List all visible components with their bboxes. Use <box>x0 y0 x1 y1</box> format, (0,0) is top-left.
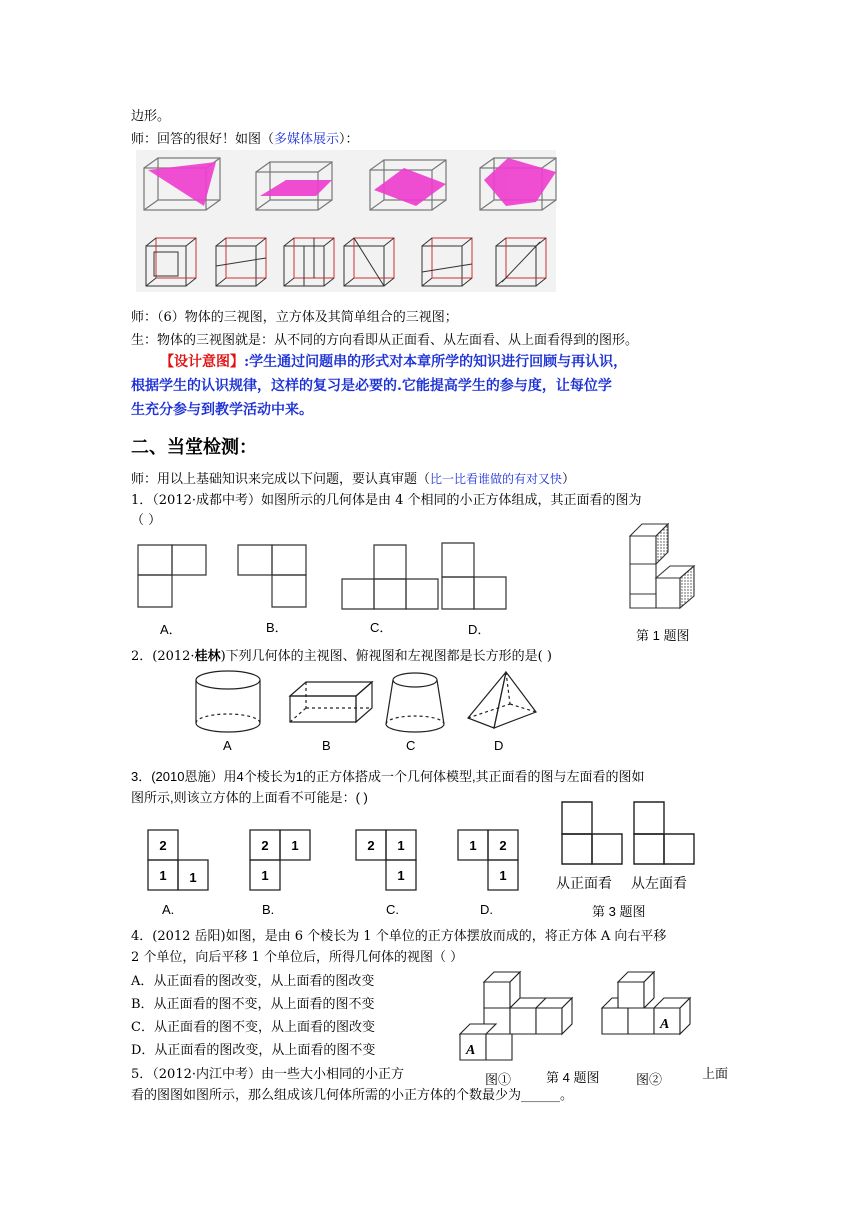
question-4-text: 4．(2012 岳阳)如图，是由 6 个棱长为 1 个单位的正方体摆放而成的，将正方体 A 向右平移 <box>131 929 667 944</box>
text-part: ）： <box>339 132 359 147</box>
multimedia-link-text: 多媒体展示 <box>274 132 340 147</box>
grid-number: 2 <box>159 838 167 853</box>
option-label: B <box>322 738 331 753</box>
design-intent-line <box>160 353 627 372</box>
question-3-text: 图所示,则该立方体的上面看不可能是：( ) <box>131 790 368 805</box>
figure-label: 图① <box>485 1072 512 1087</box>
grid-number: 1 <box>499 868 507 883</box>
grid-number: 1 <box>291 838 299 853</box>
text-part: 师：回答的很好！如图（ <box>131 132 275 147</box>
option-label: A． <box>160 622 182 637</box>
design-intent-text: :学生通过问题串的形式对本章所学的知识进行回顾与再认识， <box>244 354 628 370</box>
option-label: C． <box>370 620 393 635</box>
text-line: 师：（6）物体的三视图，立方体及其简单组合的三视图； <box>131 310 458 325</box>
q1-options-figure <box>130 540 530 620</box>
grid-number: 1 <box>159 868 167 883</box>
option-label: C <box>406 738 416 753</box>
option-label: A <box>223 738 232 753</box>
question-3-text: 3．(2010恩施）用4个棱长为1的正方体搭成一个几何体模型,其正面看的图与左面看的图如 <box>131 769 645 784</box>
view-label: 从正面看 <box>556 875 612 891</box>
section-heading: 二、当堂检测： <box>131 437 257 458</box>
option-line: D．从正面看的图改变，从上面看的图不变 <box>131 1043 376 1058</box>
question-2-text <box>131 648 552 666</box>
figure-caption: 第 4 题图 <box>546 1070 600 1085</box>
question-1-blank: （ ） <box>131 513 162 528</box>
q2-solids-figure <box>190 668 550 738</box>
intro-emphasis: 比一比看谁做的有对又快 <box>430 472 563 486</box>
question-4-text: 2 个单位，向后平移 1 个单位后，所得几何体的视图（ ） <box>131 950 464 965</box>
grid-number: 1 <box>261 868 269 883</box>
question-5-text: 5．（2012·内江中考）由一些大小相同的小正方 <box>131 1067 404 1082</box>
text-part: 2．(2012· <box>131 649 195 664</box>
design-intent-tag: 【设计意图】 <box>160 354 244 370</box>
design-intent-text: 生充分参与到教学活动中来。 <box>131 402 313 418</box>
option-label: B． <box>266 620 288 635</box>
q4-cubes-figure <box>454 966 714 1066</box>
question-5-text: 上面 <box>702 1067 729 1082</box>
option-line: A．从正面看的图改变，从上面看的图改变 <box>131 974 375 989</box>
view-label: 从左面看 <box>631 875 687 891</box>
text-line: 生：物体的三视图就是：从不同的方向看即从正面看、从左面看、从上面看得到的图形。 <box>131 333 639 348</box>
grid-number: 1 <box>469 838 477 853</box>
text-line <box>131 131 359 149</box>
option-label: D <box>494 738 504 753</box>
design-intent-text: 根据学生的认识规律，这样的复习是必要的.它能提高学生的参与度，让每位学 <box>131 378 612 394</box>
option-label: B. <box>262 902 275 917</box>
text-line: 边形。 <box>131 109 171 124</box>
figure-caption: 第 1 题图 <box>636 628 690 643</box>
text-part: 师：用以上基础知识来完成以下问题，要认真审题（ <box>131 472 431 487</box>
text-part: 桂林 <box>194 649 221 664</box>
option-line: C．从正面看的图不变，从上面看的图改变 <box>131 1020 375 1035</box>
figure-label: 图② <box>636 1072 663 1087</box>
question-1-text: 1．（2012·成都中考）如图所示的几何体是由 4 个相同的小正方体组成，其正面看的图为 <box>131 493 642 508</box>
question-5-text: 看的图图如图所示，那么组成该几何体所需的小正方体的个数最少为______。 <box>131 1088 574 1103</box>
option-label: D． <box>468 622 491 637</box>
option-label: C. <box>386 902 399 917</box>
cube-label: A <box>466 1043 476 1058</box>
figure-caption: 第 3 题图 <box>592 904 646 919</box>
option-line: B．从正面看的图不变，从上面看的图不变 <box>131 997 375 1012</box>
grid-number: 2 <box>499 838 507 853</box>
grid-number: 1 <box>397 868 405 883</box>
q1-solid-figure <box>624 520 714 615</box>
grid-number: 1 <box>189 870 197 885</box>
text-part: ） <box>562 472 576 487</box>
grid-number: 2 <box>261 838 269 853</box>
q3-top-views-figure <box>140 826 540 898</box>
intro-line <box>131 470 575 489</box>
q3-front-left-views <box>556 800 696 870</box>
text-part: )下列几何体的主视图、俯视图和左视图都是长方形的是( ) <box>220 649 552 664</box>
cube-label: A <box>660 1017 670 1032</box>
option-label: D. <box>480 902 493 917</box>
grid-number: 1 <box>397 838 405 853</box>
option-label: A. <box>162 902 175 917</box>
cube-sections-figure <box>136 150 556 292</box>
grid-number: 2 <box>367 838 375 853</box>
